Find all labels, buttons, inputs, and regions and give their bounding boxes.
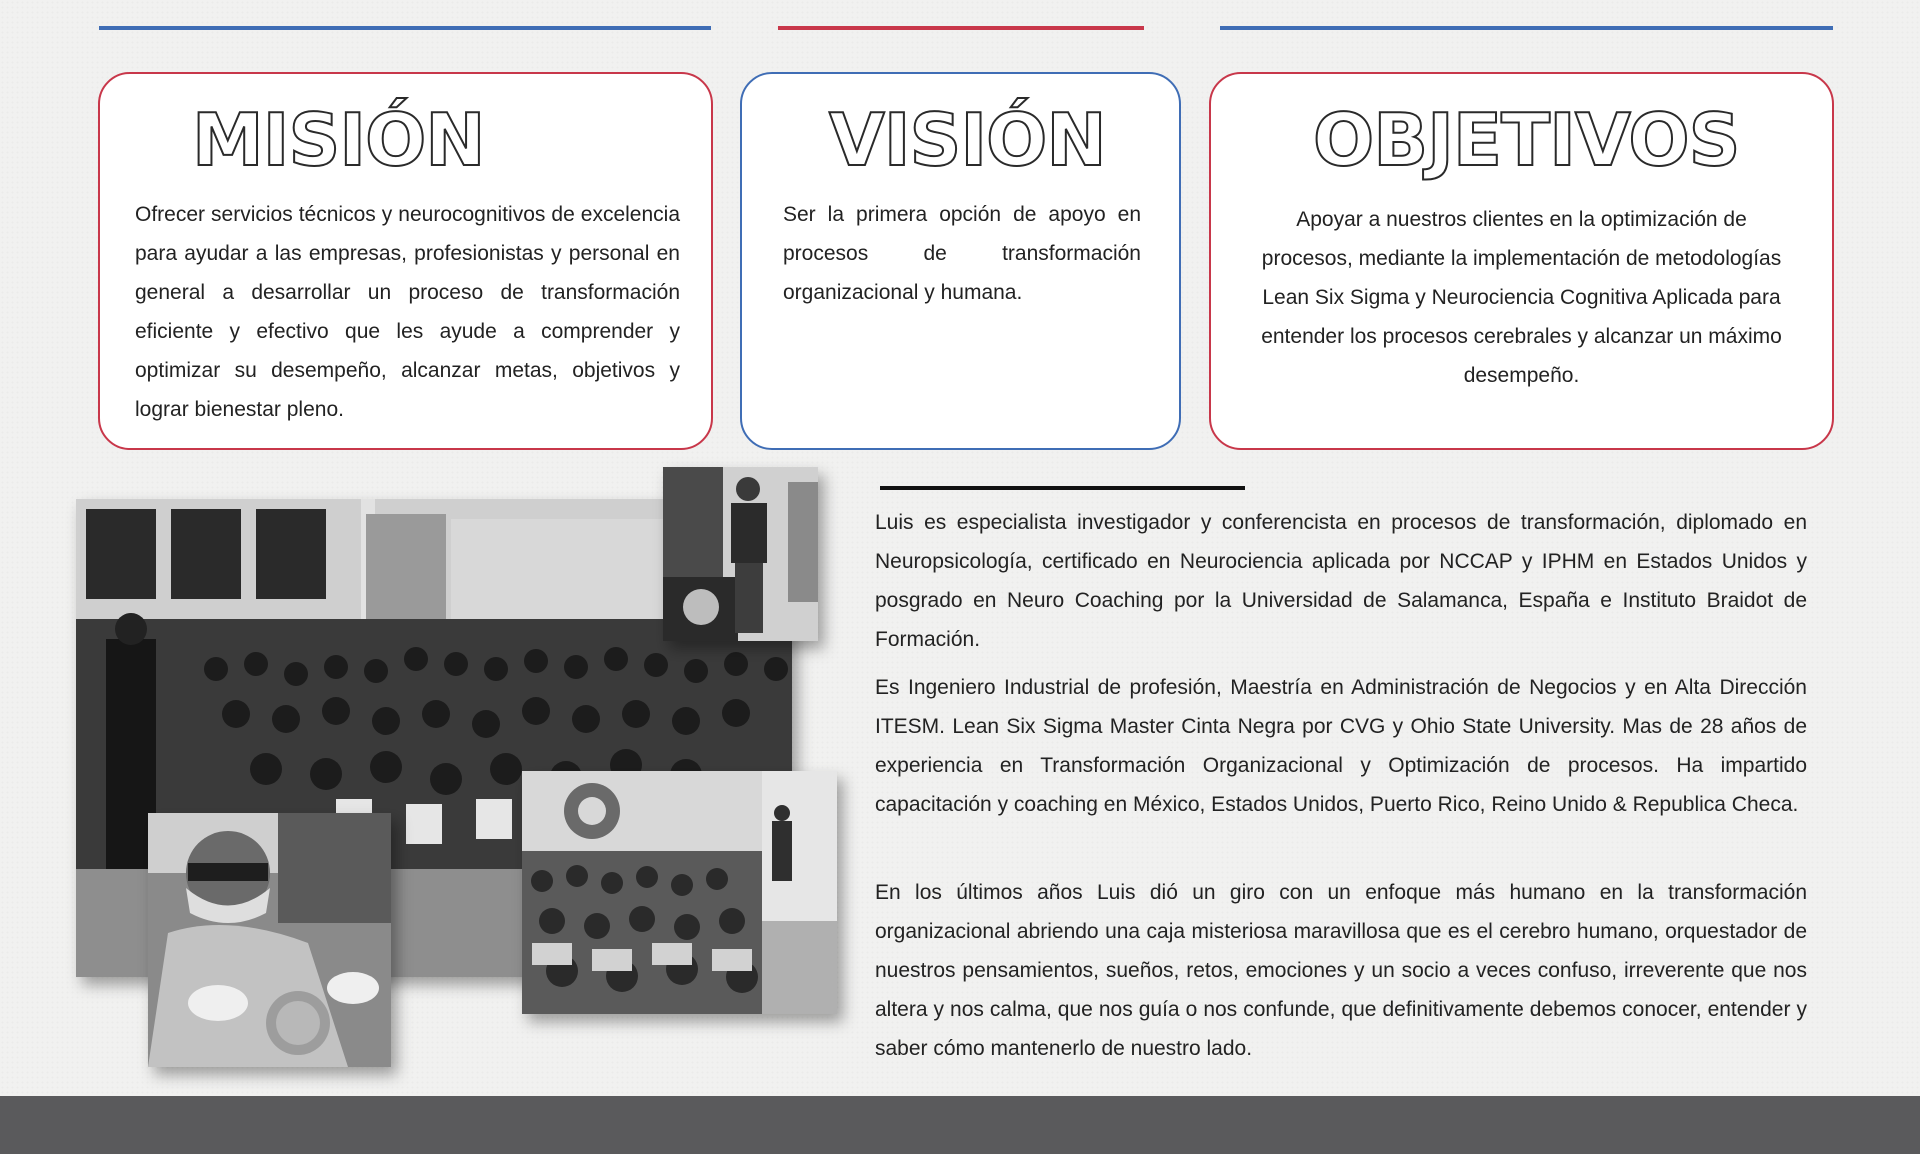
classroom-photo bbox=[522, 771, 837, 1014]
vision-title: VISIÓN bbox=[829, 98, 1106, 182]
vision-text: Ser la primera opción de apoyo en procesos de transformación organizacional y humana. bbox=[783, 203, 1141, 304]
top-rule-left bbox=[99, 26, 711, 30]
speaker-photo bbox=[663, 467, 818, 641]
objetivos-title: OBJETIVOS bbox=[1313, 98, 1740, 182]
classroom-photo-image bbox=[522, 771, 837, 1014]
objetivos-text: Apoyar a nuestros clientes en la optimización de procesos, mediante la implementación de metodologías Lean Six Sigma y Neurociencia Cognitiva Aplicada para entender los procesos cerebrales y alcanzar un máximo desempeño. bbox=[1261, 208, 1782, 387]
bio-rule bbox=[880, 486, 1245, 490]
brain-dissection-photo bbox=[148, 813, 391, 1067]
bio-paragraph-1: Luis es especialista investigador y conferencista en procesos de transformación, diplomado en Neuropsicología, certificado en Neurociencia aplicada por NCCAP y IPHM en Estados Unidos y posgrado en Neuro Coaching por la Universidad de Salamanca, España e Instituto Braidot de Formación. bbox=[875, 511, 1807, 651]
speaker-photo-image bbox=[663, 467, 818, 641]
mision-title: MISIÓN bbox=[192, 98, 485, 182]
brain-dissection-photo-image bbox=[148, 813, 391, 1067]
top-rule-right bbox=[1220, 26, 1833, 30]
footer-band bbox=[0, 1096, 1920, 1154]
bio-paragraph-3: En los últimos años Luis dió un giro con un enfoque más humano en la transformación organizacional abriendo una caja misteriosa maravillosa que es el cerebro humano, orquestador de nuestros pensamientos, sueños, retos, emociones y un socio a veces confuso, irreverente que nos altera y nos calma, que nos guía o nos confunde, que definitivamente debemos conocer, entender y saber cómo mantenerlo de nuestro lado. bbox=[875, 881, 1807, 1060]
top-rule-center bbox=[778, 26, 1144, 30]
bio-paragraph-2: Es Ingeniero Industrial de profesión, Maestría en Administración de Negocios y en Alta Dirección ITESM. Lean Six Sigma Master Cinta Negra por CVG y Ohio State University. Mas de 28 años de experiencia en Transformación Organizacional y Optimización de procesos. Ha impartido capacitación y coaching en México, Estados Unidos, Puerto Rico, Reino Unido & Republica Checa. bbox=[875, 676, 1807, 816]
mision-text: Ofrecer servicios técnicos y neurocognitivos de excelencia para ayudar a las empresas, profesionistas y personal en general a desarrollar un proceso de transformación eficiente y efectivo que les ayude a comprender y optimizar su desempeño, alcanzar metas, objetivos y lograr bienestar pleno. bbox=[135, 203, 680, 421]
